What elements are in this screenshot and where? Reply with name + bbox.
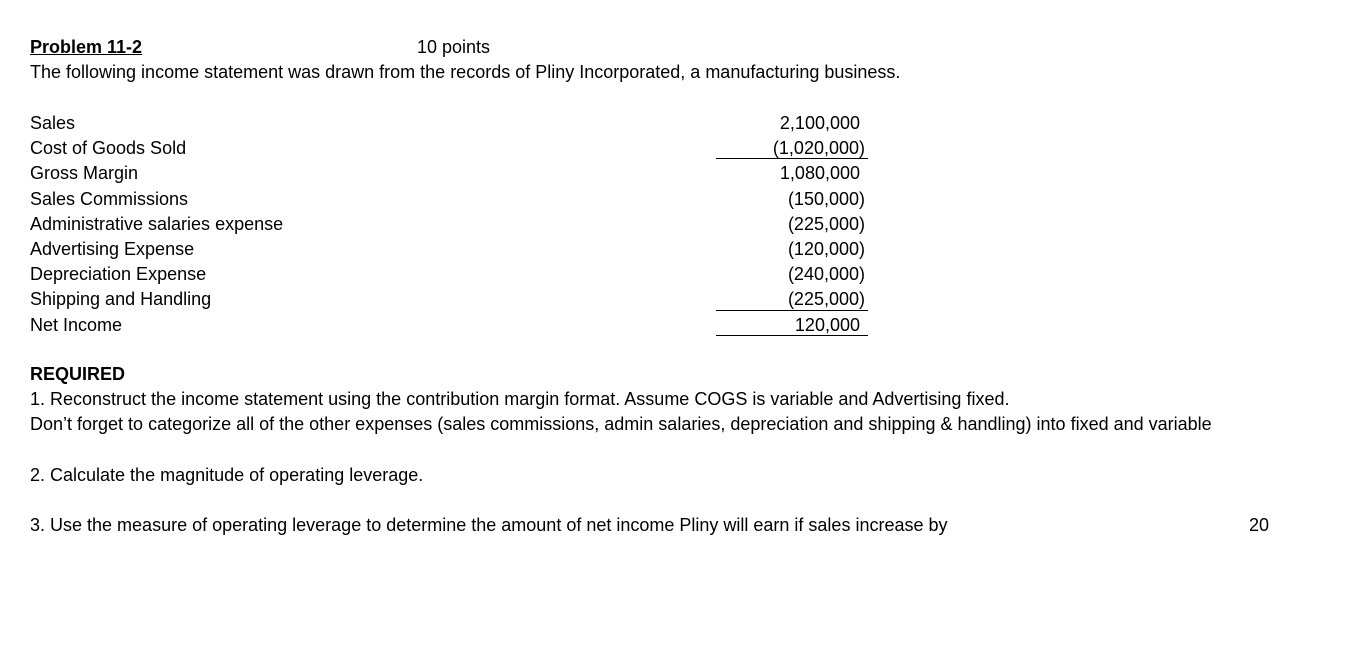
row-label-sales: Sales — [30, 113, 76, 133]
row-value-depreciation: (240,000) — [787, 264, 865, 285]
income-statement-labels — [30, 112, 283, 339]
required-heading: REQUIRED — [30, 364, 126, 384]
intro-text: The following income statement was drawn from the records of Pliny Incorporated, a manufacturing business. — [30, 62, 901, 82]
row-label-depreciation: Depreciation Expense — [30, 264, 207, 285]
row-label-sales-commissions: Sales Commissions — [30, 188, 189, 209]
sales-increase-percent: 20 — [1249, 515, 1270, 535]
subtotal-rule-net-income — [716, 310, 868, 311]
row-label-admin-salaries: Administrative salaries expense — [30, 213, 284, 234]
row-label-cogs: Cost of Goods Sold — [30, 138, 187, 159]
row-value-net-income: 120,000 — [794, 314, 860, 335]
row-value-shipping: (225,000) — [787, 289, 865, 310]
subtotal-rule-gross-margin — [716, 158, 868, 159]
row-value-cogs: (1,020,000) — [772, 138, 865, 159]
row-value-sales: 2,100,000 — [779, 113, 860, 133]
problem-title: Problem 11-2 — [30, 37, 143, 57]
income-statement-values — [716, 112, 868, 339]
row-value-gross-margin: 1,080,000 — [779, 163, 860, 184]
row-label-net-income: Net Income — [30, 314, 123, 335]
points-label: 10 points — [417, 37, 491, 57]
row-label-gross-margin: Gross Margin — [30, 163, 139, 184]
required-item-1: 1. Reconstruct the income statement using the contribution margin format. Assume COGS is variable and Advertising fixed. — [30, 389, 1010, 409]
row-value-sales-commissions: (150,000) — [787, 188, 865, 209]
row-value-admin-salaries: (225,000) — [787, 213, 865, 234]
row-label-advertising: Advertising Expense — [30, 238, 195, 259]
row-value-advertising: (120,000) — [787, 238, 865, 259]
total-rule-net-income — [716, 335, 868, 336]
required-item-3: 3. Use the measure of operating leverage to determine the amount of net income Pliny will earn if sales increase by — [30, 515, 948, 535]
required-item-1-continued: Don’t forget to categorize all of the other expenses (sales commissions, admin salaries, depreciation and shipping & handling) into fixed and variable — [30, 414, 1212, 434]
required-item-2: 2. Calculate the magnitude of operating leverage. — [30, 465, 424, 485]
row-label-shipping: Shipping and Handling — [30, 289, 212, 310]
